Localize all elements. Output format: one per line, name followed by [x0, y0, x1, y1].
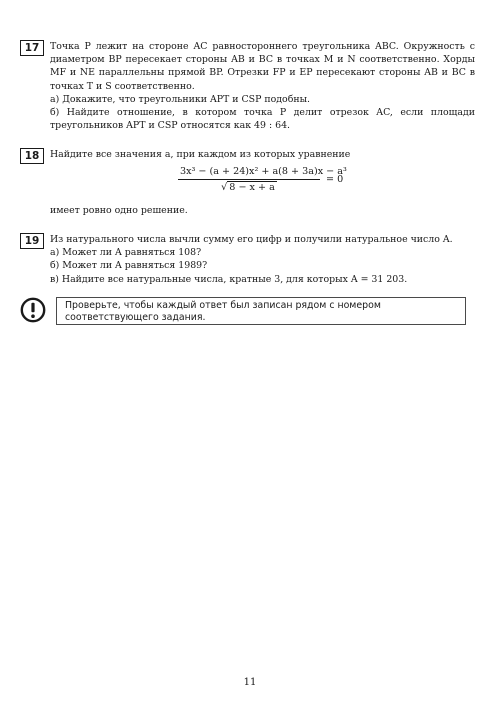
equation — [50, 165, 475, 199]
sqrt-icon: √ — [221, 182, 228, 194]
numerator: 3x³ − (a + 24)x² + a(8 + 3a)x − a³ — [178, 165, 320, 180]
problem-number: 19 — [20, 233, 44, 249]
problem-text — [50, 40, 475, 132]
answer-reminder — [56, 297, 466, 325]
part-c: в) Найдите все натуральные числа, кратные 3, для которых A = 31 203. — [50, 273, 408, 285]
part-b: б) Найдите отношение, в котором точка P делит отрезок AC, если площади треугольников APT и CSP относятся как 49 : 64. — [50, 107, 475, 132]
problem-text — [50, 148, 475, 217]
fraction — [178, 165, 347, 194]
problem-18 — [20, 148, 475, 217]
problem-text — [50, 233, 475, 286]
radicand: 8 − x + a — [229, 182, 275, 194]
problem-statement: Найдите все значения a, при каждом из которых уравнение — [50, 149, 351, 160]
problem-number: 17 — [20, 40, 44, 56]
problem-17 — [20, 40, 475, 132]
problem-statement: Точка P лежит на стороне AC равностороннего треугольника ABC. Окружность с диаметром BP пересекает стороны AB и BC в точках M и N соответственно. Хорды MF и NE параллельны прямой BP. Отрезки FP и EP пересекают стороны AB и BC в точках T и S соответственно. — [50, 41, 475, 92]
exclamation-circle-icon — [20, 297, 46, 323]
problem-statement: Из натурального числа вычли сумму его цифр и получили натуральное число A. — [50, 234, 453, 245]
equation-rhs: = 0 — [326, 174, 344, 186]
problem-19 — [20, 233, 475, 286]
problem-number: 18 — [20, 148, 44, 164]
page-number: 11 — [243, 677, 257, 688]
problem-conclusion: имеет ровно одно решение. — [50, 205, 188, 217]
reminder-text: Проверьте, чтобы каждый ответ был записан рядом с номером соответствующего задания. — [65, 300, 381, 323]
part-b: б) Может ли A равняться 1989? — [50, 260, 208, 272]
part-a: а) Докажите, что треугольники APT и CSP подобны. — [50, 93, 311, 105]
denominator — [178, 180, 320, 194]
part-a: а) Может ли A равняться 108? — [50, 247, 202, 259]
